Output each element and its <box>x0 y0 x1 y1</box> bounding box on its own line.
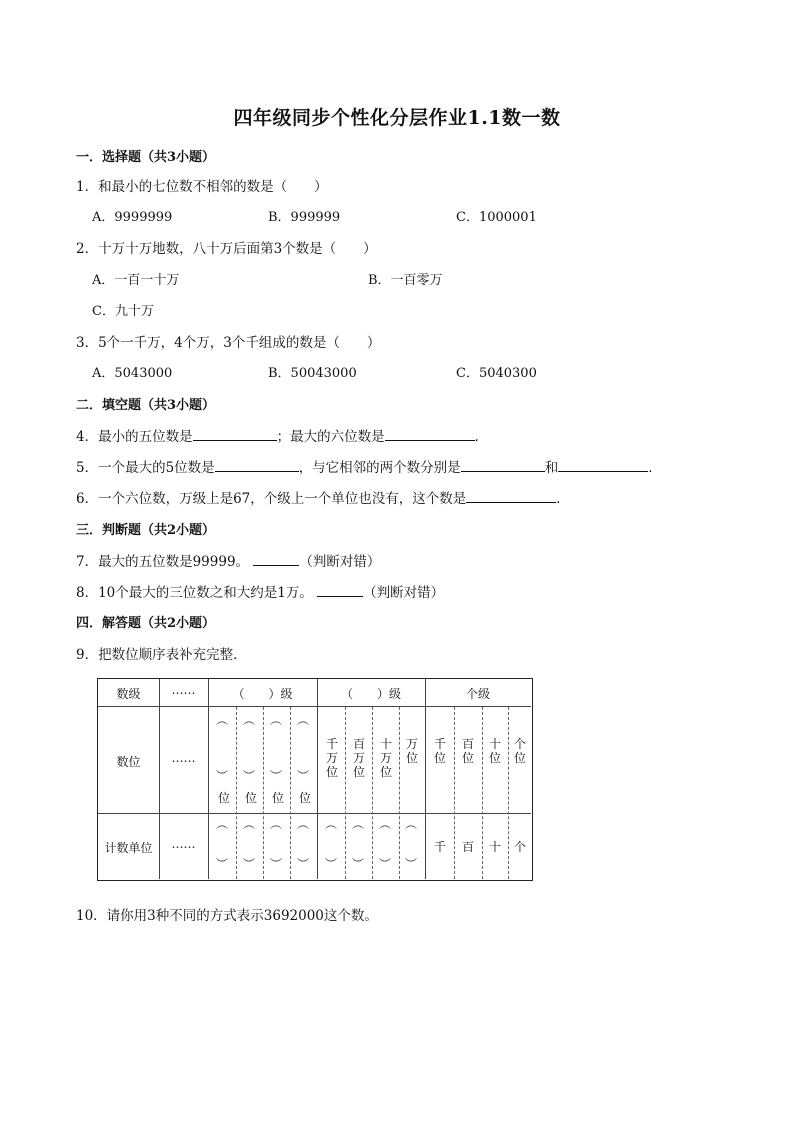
question-2-option-a: A．一百一十万 <box>92 273 180 288</box>
column-subdivider <box>508 707 509 879</box>
table-row-divider <box>98 706 531 707</box>
place-qianwan: 千万位 <box>325 737 338 779</box>
paren-open: ︵ <box>270 817 283 831</box>
paren-open: ︵ <box>297 713 310 727</box>
paren-close: ︶ <box>325 857 338 871</box>
paren-close: ︶ <box>270 769 283 783</box>
question-7 <box>76 550 380 570</box>
place-suffix: 位 <box>271 791 284 805</box>
question-4-part-2: ；最大的六位数是 <box>276 429 385 445</box>
place-bai: 百位 <box>461 737 474 765</box>
answer-blank[interactable] <box>317 583 363 597</box>
question-3-option-b: B．50043000 <box>268 366 357 381</box>
ellipsis: …… <box>171 751 196 765</box>
paren-close: ︶ <box>216 769 229 783</box>
place-suffix: 位 <box>298 791 311 805</box>
place-suffix: 位 <box>244 791 257 805</box>
unit-bai: 百 <box>461 840 474 854</box>
question-8-part-2: （判断对错） <box>363 585 445 601</box>
place-shi: 十位 <box>488 737 501 765</box>
paren-close: ︶ <box>270 857 283 871</box>
column-subdivider <box>399 707 400 879</box>
paren-open: ︵ <box>216 817 229 831</box>
question-10-stem: 10．请你用3种不同的方式表示3692000这个数。 <box>76 908 378 924</box>
row-label-shuji: 数级 <box>116 687 141 701</box>
unit-ge: 个 <box>513 840 526 854</box>
place-suffix: 位 <box>217 791 230 805</box>
unit-qian: 千 <box>433 840 446 854</box>
question-5-part-2: ，与它相邻的两个数分别是 <box>298 460 461 476</box>
ellipsis: …… <box>171 683 196 697</box>
question-5 <box>76 456 662 476</box>
section-heading-answer: 四．解答题（共2小题） <box>76 616 216 631</box>
question-4-part-1: 4．最小的五位数是 <box>76 429 193 445</box>
paren-close: ︶ <box>379 857 392 871</box>
question-9-stem: 9．把数位顺序表补充完整． <box>76 647 247 663</box>
place-ge: 个位 <box>513 737 526 765</box>
paren-close: ︶ <box>297 769 310 783</box>
table-column-divider <box>208 679 209 879</box>
answer-blank[interactable] <box>193 427 277 441</box>
paren-open: ︵ <box>352 817 365 831</box>
place-baiwan: 百万位 <box>352 737 365 779</box>
row-label-shuwei: 数位 <box>116 755 141 769</box>
level-blank-2: （ ）级 <box>340 687 401 701</box>
place-wan: 万位 <box>405 737 418 765</box>
paren-open: ︵ <box>270 713 283 727</box>
page-title: 四年级同步个性化分层作业1.1数一数 <box>233 107 561 129</box>
paren-open: ︵ <box>297 817 310 831</box>
question-7-part-2: （判断对错） <box>299 554 381 570</box>
place-shiwan: 十万位 <box>379 737 392 779</box>
column-subdivider <box>372 707 373 879</box>
question-1-option-a: A．9999999 <box>92 210 173 225</box>
paren-open: ︵ <box>243 817 256 831</box>
question-3-option-a: A．5043000 <box>92 366 173 381</box>
section-heading-choice: 一．选择题（共3小题） <box>76 150 216 165</box>
question-8-part-1: 8．10个最大的三位数之和大约是1万。 <box>76 585 313 601</box>
section-heading-judge: 三．判断题（共2小题） <box>76 523 216 538</box>
paren-open: ︵ <box>243 713 256 727</box>
row-label-jishu: 计数单位 <box>104 841 153 855</box>
section-heading-fill: 二．填空题（共3小题） <box>76 398 216 413</box>
paren-close: ︶ <box>243 769 256 783</box>
answer-blank[interactable] <box>461 458 545 472</box>
table-column-divider <box>425 679 426 879</box>
question-1-option-b: B．999999 <box>268 210 341 225</box>
answer-blank[interactable] <box>466 489 556 503</box>
paren-close: ︶ <box>243 857 256 871</box>
question-5-part-4: ． <box>648 460 662 476</box>
answer-blank[interactable] <box>558 458 648 472</box>
level-blank-1: （ ）级 <box>232 687 293 701</box>
answer-blank[interactable] <box>215 458 299 472</box>
table-row-divider <box>98 813 531 814</box>
column-subdivider <box>345 707 346 879</box>
question-1-stem: 1．和最小的七位数不相邻的数是（ ） <box>76 179 328 195</box>
question-4-part-3: ． <box>474 429 489 445</box>
paren-close: ︶ <box>297 857 310 871</box>
answer-blank[interactable] <box>253 552 299 566</box>
column-subdivider <box>290 707 291 879</box>
question-2-stem: 2．十万十万地数，八十万后面第3个数是（ ） <box>76 241 377 257</box>
place-qian: 千位 <box>433 737 446 765</box>
question-3-stem: 3．5个一千万，4个万，3个千组成的数是（ ） <box>76 335 381 351</box>
question-7-part-1: 7．最大的五位数是99999。 <box>76 554 250 570</box>
question-5-part-3: 和 <box>544 460 559 476</box>
paren-open: ︵ <box>405 817 418 831</box>
question-3-option-c: C．5040300 <box>456 366 537 381</box>
paren-open: ︵ <box>216 713 229 727</box>
ellipsis: …… <box>171 837 196 851</box>
question-5-part-1: 5．一个最大的5位数是 <box>76 460 215 476</box>
column-subdivider <box>263 707 264 879</box>
paren-open: ︵ <box>379 817 392 831</box>
answer-blank[interactable] <box>385 427 475 441</box>
question-2-option-c: C．九十万 <box>92 304 154 319</box>
question-6-part-1: 6．一个六位数，万级上是67，个级上一个单位也没有，这个数是 <box>76 491 467 507</box>
question-6-part-2: ． <box>556 491 570 507</box>
question-4 <box>76 425 488 445</box>
paren-close: ︶ <box>216 857 229 871</box>
question-8 <box>76 581 444 601</box>
question-2-option-b: B．一百零万 <box>368 273 443 288</box>
paren-close: ︶ <box>352 857 365 871</box>
place-value-table <box>97 678 533 881</box>
paren-close: ︶ <box>405 857 418 871</box>
column-subdivider <box>236 707 237 879</box>
unit-shi: 十 <box>488 840 501 854</box>
table-column-divider <box>317 679 318 879</box>
paren-open: ︵ <box>325 817 338 831</box>
level-ge: 个级 <box>465 687 490 701</box>
question-1-option-c: C．1000001 <box>456 210 537 225</box>
question-6 <box>76 487 570 507</box>
column-subdivider <box>454 707 455 879</box>
column-subdivider <box>482 707 483 879</box>
